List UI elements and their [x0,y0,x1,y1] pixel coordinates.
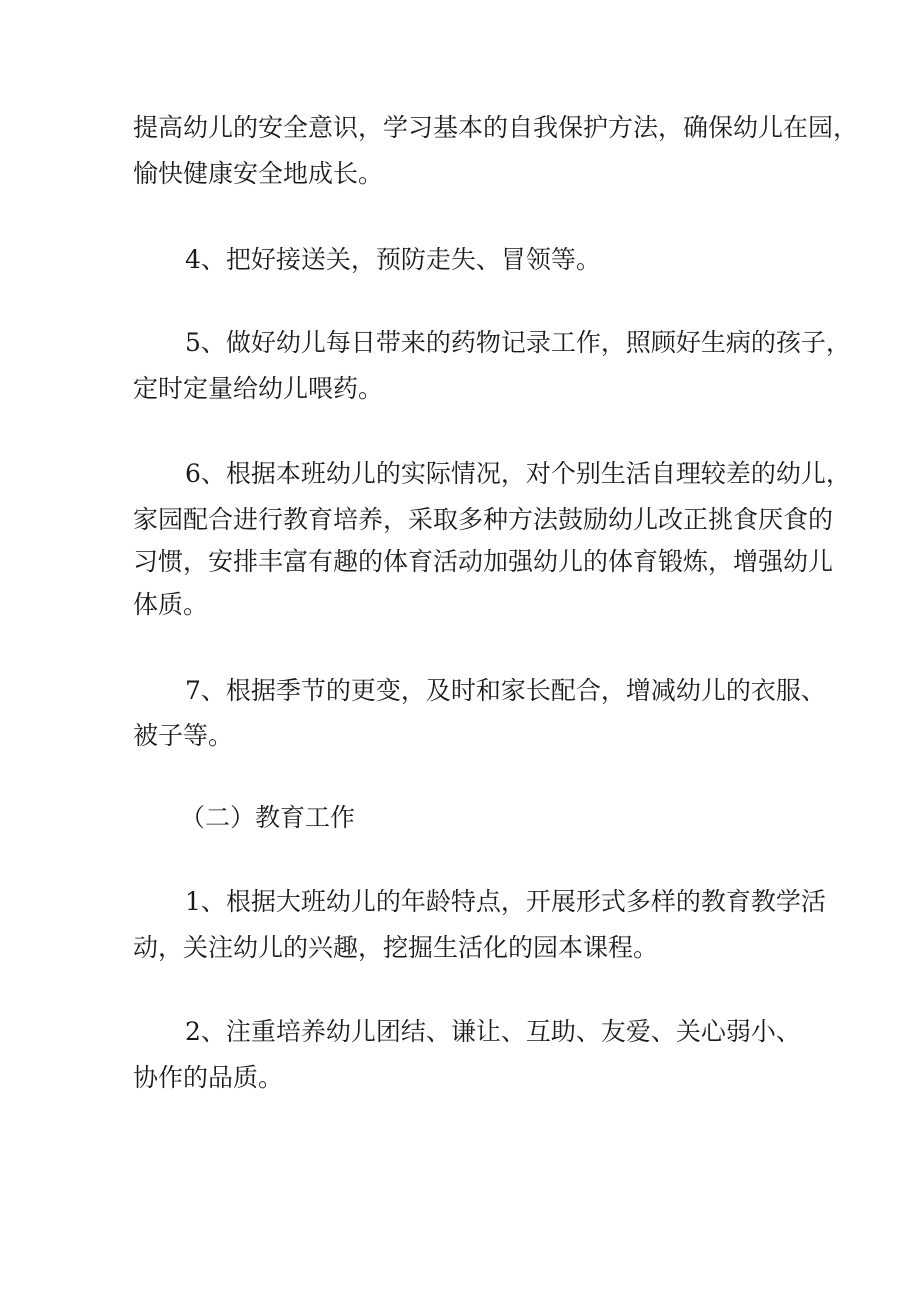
list-item-6-line-4: 体质。 [133,590,209,619]
list-item-6-line-3: 习惯，安排丰富有趣的体育活动加强幼儿的体育锻炼，增强幼儿 [133,547,834,576]
edu-item-2-line-2: 协作的品质。 [133,1063,284,1092]
section-heading-education: （二）教育工作 [180,803,356,832]
list-item-5-line-1: 5、做好幼儿每日带来的药物记录工作，照顾好生病的孩子， [185,328,851,357]
list-item-6-line-2: 家园配合进行教育培养，采取多种方法鼓励幼儿改正挑食厌食的 [133,505,834,534]
paragraph-safety-line-2: 愉快健康安全地成长。 [133,159,384,188]
edu-item-1-line-2: 动，关注幼儿的兴趣，挖掘生活化的园本课程。 [133,933,659,962]
list-item-4-line-1: 4、把好接送关，预防走失、冒领等。 [185,245,601,274]
edu-item-2-line-1: 2、注重培养幼儿团结、谦让、互助、友爱、关心弱小、 [185,1017,801,1046]
list-item-7-line-1: 7、根据季节的更变，及时和家长配合，增减幼儿的衣服、 [185,676,826,705]
list-item-7-line-2: 被子等。 [133,721,234,750]
list-item-6-line-1: 6、根据本班幼儿的实际情况，对个别生活自理较差的幼儿， [185,459,851,488]
edu-item-1-line-1: 1、根据大班幼儿的年龄特点，开展形式多样的教育教学活 [185,887,826,916]
paragraph-safety-line-1: 提高幼儿的安全意识，学习基本的自我保护方法，确保幼儿在园， [133,113,859,142]
list-item-5-line-2: 定时定量给幼儿喂药。 [133,374,384,403]
